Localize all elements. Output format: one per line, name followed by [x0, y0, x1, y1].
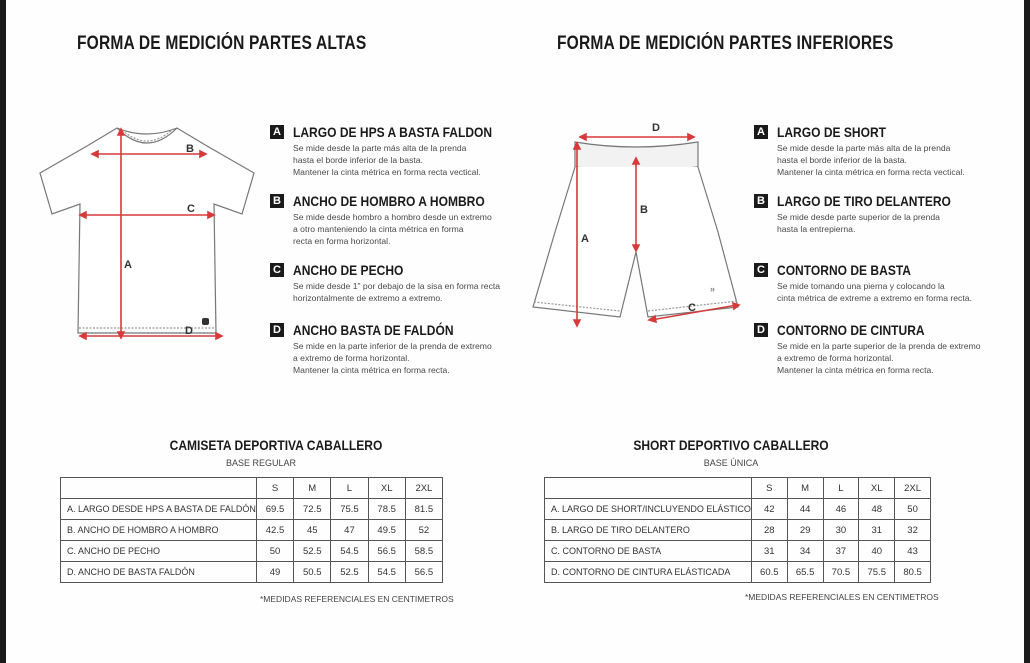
cell: 69.5	[256, 499, 293, 520]
badge-b: B	[754, 194, 768, 208]
cell: 49	[256, 562, 293, 583]
badge-a: A	[270, 125, 284, 139]
spec-lower-d	[754, 322, 1030, 377]
spec-line: recta en forma horizontal.	[293, 236, 391, 246]
spec-line: a extremo de forma horizontal.	[293, 353, 410, 363]
row-label: B. LARGO DE TIRO DELANTERO	[545, 520, 752, 541]
shirt-label-b: B	[186, 143, 194, 155]
spec-line: Se mide en la parte superior de la prenda de extremo	[777, 341, 981, 351]
spec-title: CONTORNO DE BASTA	[777, 262, 912, 278]
table-row	[61, 499, 443, 520]
spec-line: hasta el borde inferior de la basta.	[777, 155, 907, 165]
row-label: B. ANCHO DE HOMBRO A HOMBRO	[61, 520, 257, 541]
spec-line: Mantener la cinta métrica en forma recta.	[777, 365, 934, 375]
cell: 52	[405, 520, 442, 541]
cell: 29	[787, 520, 823, 541]
cell: 30	[823, 520, 859, 541]
cell: 54.5	[368, 562, 405, 583]
size-header: XL	[368, 478, 405, 499]
cell: 45	[294, 520, 331, 541]
badge-d: D	[754, 323, 768, 337]
shirt-label-a: A	[124, 259, 132, 271]
short-table-subtitle: BASE ÚNICA	[703, 458, 759, 468]
cell: 37	[823, 541, 859, 562]
cell: 31	[859, 520, 895, 541]
cell: 65.5	[787, 562, 823, 583]
cell: 31	[751, 541, 787, 562]
size-header: XL	[859, 478, 895, 499]
table-row	[545, 562, 931, 583]
cell: 42.5	[256, 520, 293, 541]
shirt-size-table	[60, 477, 443, 583]
cell: 34	[787, 541, 823, 562]
upper-heading: FORMA DE MEDICIÓN PARTES ALTAS	[77, 33, 367, 54]
spec-line: hasta la entrepierna.	[777, 224, 856, 234]
shorts-label-c: C	[688, 302, 696, 314]
lower-heading: FORMA DE MEDICIÓN PARTES INFERIORES	[557, 33, 894, 54]
spec-title: LARGO DE HPS A BASTA FALDON	[293, 124, 493, 140]
table-row	[61, 520, 443, 541]
spec-title: LARGO DE SHORT	[777, 124, 887, 140]
spec-line: Se mide desde 1" por debajo de la sisa en forma recta	[293, 281, 501, 291]
shirt-label-d: D	[185, 325, 193, 337]
size-header: 2XL	[405, 478, 442, 499]
cell: 52.5	[331, 562, 368, 583]
cell: 56.5	[405, 562, 442, 583]
table-row	[545, 541, 931, 562]
badge-a: A	[754, 125, 768, 139]
size-header: M	[294, 478, 331, 499]
size-header: 2XL	[895, 478, 931, 499]
shirt-table-title: CAMISETA DEPORTIVA CABALLERO	[169, 437, 383, 453]
spec-line: horizontalmente de extremo a extremo.	[293, 293, 443, 303]
cell: 50	[895, 499, 931, 520]
badge-c: C	[754, 263, 768, 277]
spec-line: Se mide desde la parte más alta de la prenda	[293, 143, 467, 153]
table-row	[61, 562, 443, 583]
brand-logo-icon: »	[710, 284, 716, 294]
short-table-title: SHORT DEPORTIVO CABALLERO	[633, 437, 829, 453]
row-label: D. CONTORNO DE CINTURA ELÁSTICADA	[545, 562, 752, 583]
shirt-diagram	[32, 118, 262, 348]
spec-title: ANCHO BASTA DE FALDÓN	[293, 322, 454, 338]
shorts-label-a: A	[581, 233, 589, 245]
badge-c: C	[270, 263, 284, 277]
shirt-outline-icon	[40, 128, 254, 333]
badge-d: D	[270, 323, 284, 337]
spec-title: LARGO DE TIRO DELANTERO	[777, 193, 951, 209]
cell: 75.5	[859, 562, 895, 583]
short-size-table	[544, 477, 931, 583]
short-table-note: *MEDIDAS REFERENCIALES EN CENTIMETROS	[745, 592, 939, 602]
size-header: L	[823, 478, 859, 499]
spec-line: Mantener la cinta métrica en forma recta vectical.	[777, 167, 965, 177]
spec-title: CONTORNO DE CINTURA	[777, 322, 925, 338]
cell: 58.5	[405, 541, 442, 562]
size-guide-page	[6, 0, 1024, 663]
spec-line: a otro manteniendo la cinta métrica en forma	[293, 224, 464, 234]
cell: 50	[256, 541, 293, 562]
shirt-table-subtitle: BASE REGULAR	[225, 458, 297, 468]
spec-line: hasta el borde inferior de la basta.	[293, 155, 423, 165]
spec-upper-d	[270, 322, 570, 377]
spec-line: Mantener la cinta métrica en forma recta vectical.	[293, 167, 481, 177]
header-blank	[61, 478, 257, 499]
shirt-table-note: *MEDIDAS REFERENCIALES EN CENTIMETROS	[260, 594, 454, 604]
cell: 54.5	[331, 541, 368, 562]
cell: 81.5	[405, 499, 442, 520]
cell: 75.5	[331, 499, 368, 520]
cell: 78.5	[368, 499, 405, 520]
table-header-row	[545, 478, 931, 499]
cell: 48	[859, 499, 895, 520]
cell: 50.5	[294, 562, 331, 583]
shorts-label-d: D	[652, 122, 660, 134]
table-row	[61, 541, 443, 562]
size-header: S	[256, 478, 293, 499]
table-header-row	[61, 478, 443, 499]
spec-line: cinta métrica de extreme a extremo en forma recta.	[777, 293, 972, 303]
badge-patch-icon	[202, 318, 209, 325]
spec-line: Se mide desde hombro a hombro desde un extremo	[293, 212, 492, 222]
shorts-label-b: B	[640, 204, 648, 216]
row-label: C. CONTORNO DE BASTA	[545, 541, 752, 562]
cell: 49.5	[368, 520, 405, 541]
spec-line: Mantener la cinta métrica en forma recta.	[293, 365, 450, 375]
cell: 40	[859, 541, 895, 562]
spec-lower-a	[754, 124, 1030, 179]
spec-lower-b	[754, 193, 1030, 236]
cell: 60.5	[751, 562, 787, 583]
spec-title: ANCHO DE HOMBRO A HOMBRO	[293, 193, 485, 209]
row-label: D. ANCHO DE BASTA FALDÓN	[61, 562, 257, 583]
spec-upper-c	[270, 262, 570, 305]
cell: 52.5	[294, 541, 331, 562]
cell: 32	[895, 520, 931, 541]
spec-upper-b	[270, 193, 570, 248]
cell: 47	[331, 520, 368, 541]
size-header: M	[787, 478, 823, 499]
shirt-label-c: C	[187, 203, 195, 215]
spec-lower-c	[754, 262, 1030, 305]
cell: 72.5	[294, 499, 331, 520]
table-row	[545, 520, 931, 541]
cell: 43	[895, 541, 931, 562]
row-label: C. ANCHO DE PECHO	[61, 541, 257, 562]
spec-line: a extremo de forma horizontal.	[777, 353, 894, 363]
row-label: A. LARGO DE SHORT/INCLUYENDO ELÁSTICO	[545, 499, 752, 520]
spec-line: Se mide desde la parte más alta de la prenda	[777, 143, 951, 153]
cell: 56.5	[368, 541, 405, 562]
cell: 44	[787, 499, 823, 520]
spec-line: Se mide desde parte superior de la prenda	[777, 212, 940, 222]
row-label: A. LARGO DESDE HPS A BASTA DE FALDÓN	[61, 499, 257, 520]
cell: 28	[751, 520, 787, 541]
size-header: S	[751, 478, 787, 499]
spec-upper-a	[270, 124, 570, 179]
spec-line: Se mide en la parte inferior de la prenda de extremo	[293, 341, 492, 351]
cell: 42	[751, 499, 787, 520]
badge-b: B	[270, 194, 284, 208]
spec-line: Se mide tomando una pierna y colocando la	[777, 281, 945, 291]
size-header: L	[331, 478, 368, 499]
cell: 70.5	[823, 562, 859, 583]
cell: 46	[823, 499, 859, 520]
header-blank	[545, 478, 752, 499]
cell: 80.5	[895, 562, 931, 583]
spec-title: ANCHO DE PECHO	[293, 262, 404, 278]
table-row	[545, 499, 931, 520]
